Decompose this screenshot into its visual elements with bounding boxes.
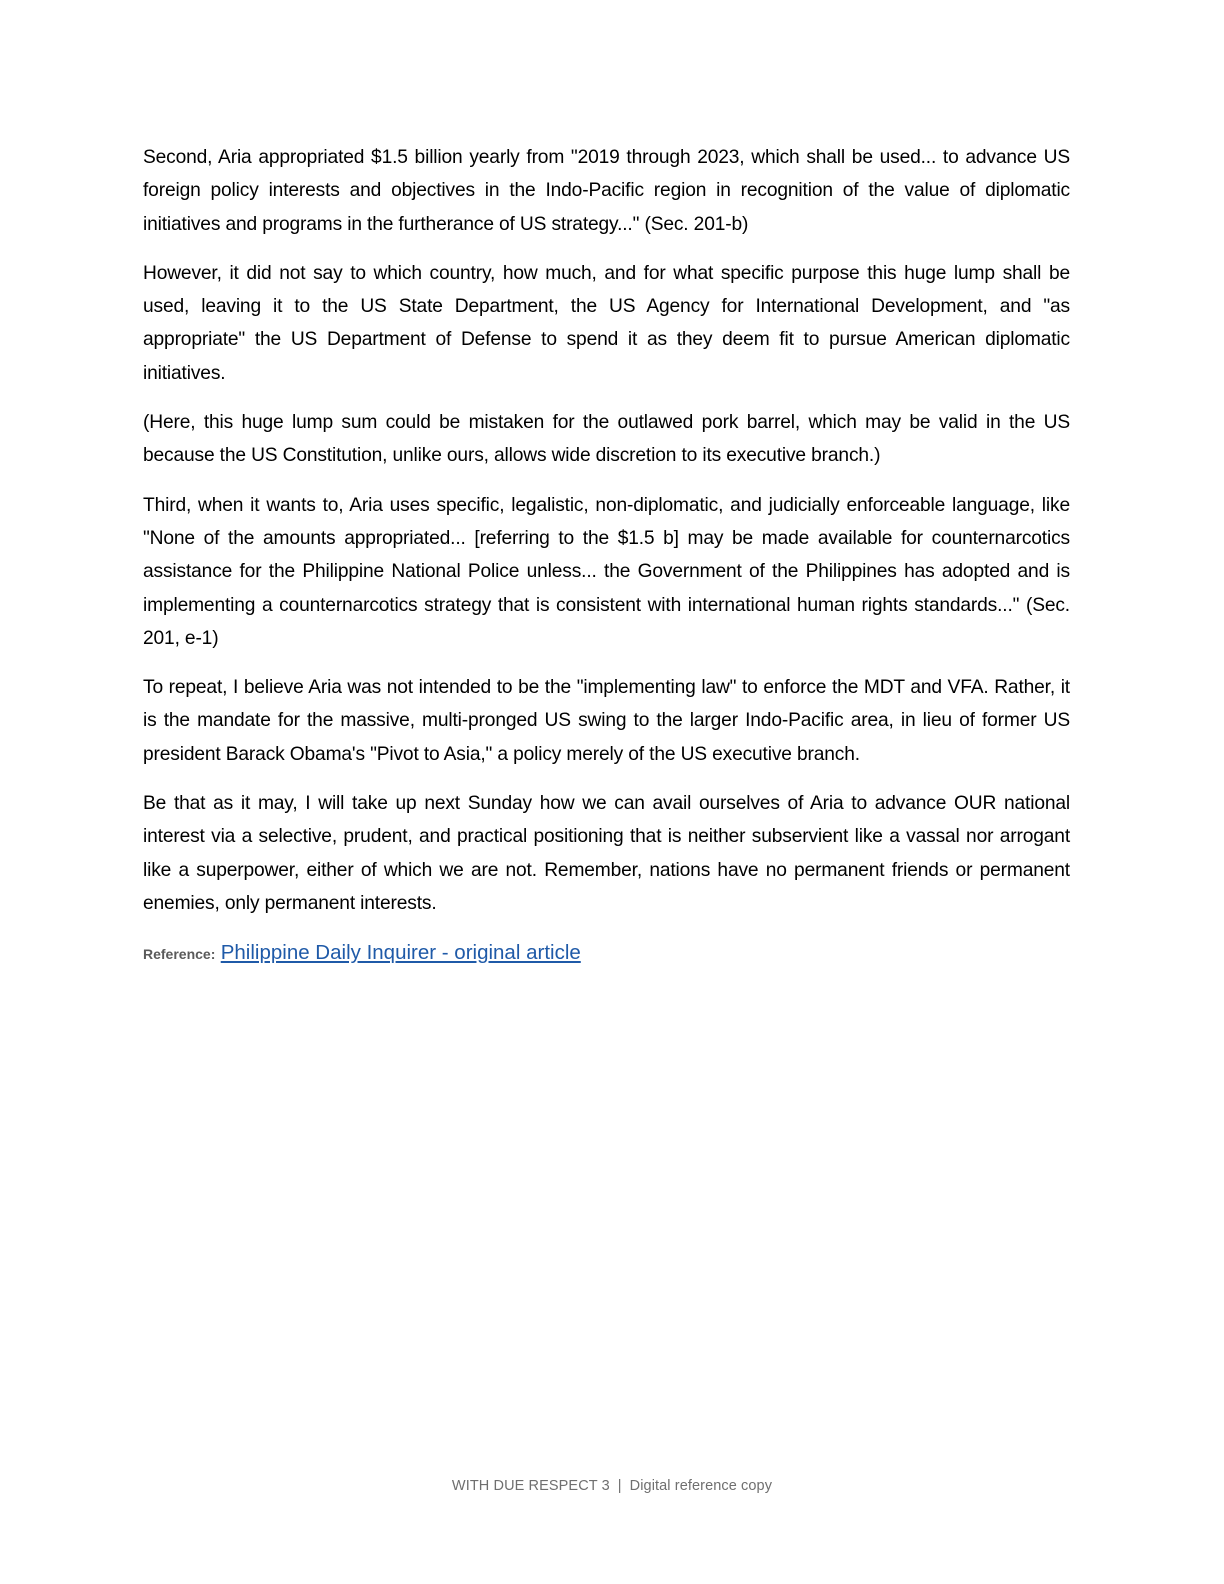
article-body — [143, 141, 1070, 971]
paragraph-3: (Here, this huge lump sum could be mistaken for the outlawed pork barrel, which may be valid in the US because the US Constitution, unlike ours, allows wide discretion to its executive branch.) — [143, 412, 1070, 467]
footer-note: Digital reference copy — [629, 1478, 773, 1494]
reference-link[interactable]: Philippine Daily Inquirer - original article — [220, 941, 581, 965]
footer-separator: | — [617, 1478, 622, 1494]
paragraph-2: However, it did not say to which country, how much, and for what specific purpose this huge lump shall be used, leaving it to the US State Department, the US Agency for International Development, and "as appropriate" the US Department of Defense to spend it as they deem fit to pursue American diplomatic initiatives. — [143, 262, 1070, 384]
paragraph-4: Third, when it wants to, Aria uses specific, legalistic, non-diplomatic, and judicially enforceable language, like "None of the amounts appropriated... [referring to the $1.5 b] may be made available for counternarcotics assistance for the Philippine National Police unless... the Government of the Philippines has adopted and is implementing a counternarcotics strategy that is consistent with international human rights standards..." (Sec. 201, e-1) — [143, 494, 1070, 649]
reference-line — [143, 936, 1070, 971]
page-footer — [0, 1478, 1224, 1494]
paragraph-5: To repeat, I believe Aria was not intended to be the "implementing law" to enforce the MDT and VFA. Rather, it is the mandate for the massive, multi-pronged US swing to the larger Indo-Pacific area, in lieu of former US president Barack Obama's "Pivot to Asia," a policy merely of the US executive branch. — [143, 677, 1070, 765]
footer-title: WITH DUE RESPECT 3 — [451, 1478, 610, 1494]
reference-label: Reference: — [143, 946, 216, 963]
paragraph-6: Be that as it may, I will take up next Sunday how we can avail ourselves of Aria to advance OUR national interest via a selective, prudent, and practical positioning that is neither subservient like a vassal nor arrogant like a superpower, either of which we are not. Remember, nations have no permanent friends or permanent enemies, only permanent interests. — [143, 793, 1070, 914]
paragraph-1: Second, Aria appropriated $1.5 billion yearly from "2019 through 2023, which shall be used... to advance US foreign policy interests and objectives in the Indo-Pacific region in recognition of the value of diplomatic initiatives and programs in the furtherance of US strategy..." (Sec. 201-b) — [143, 147, 1070, 235]
